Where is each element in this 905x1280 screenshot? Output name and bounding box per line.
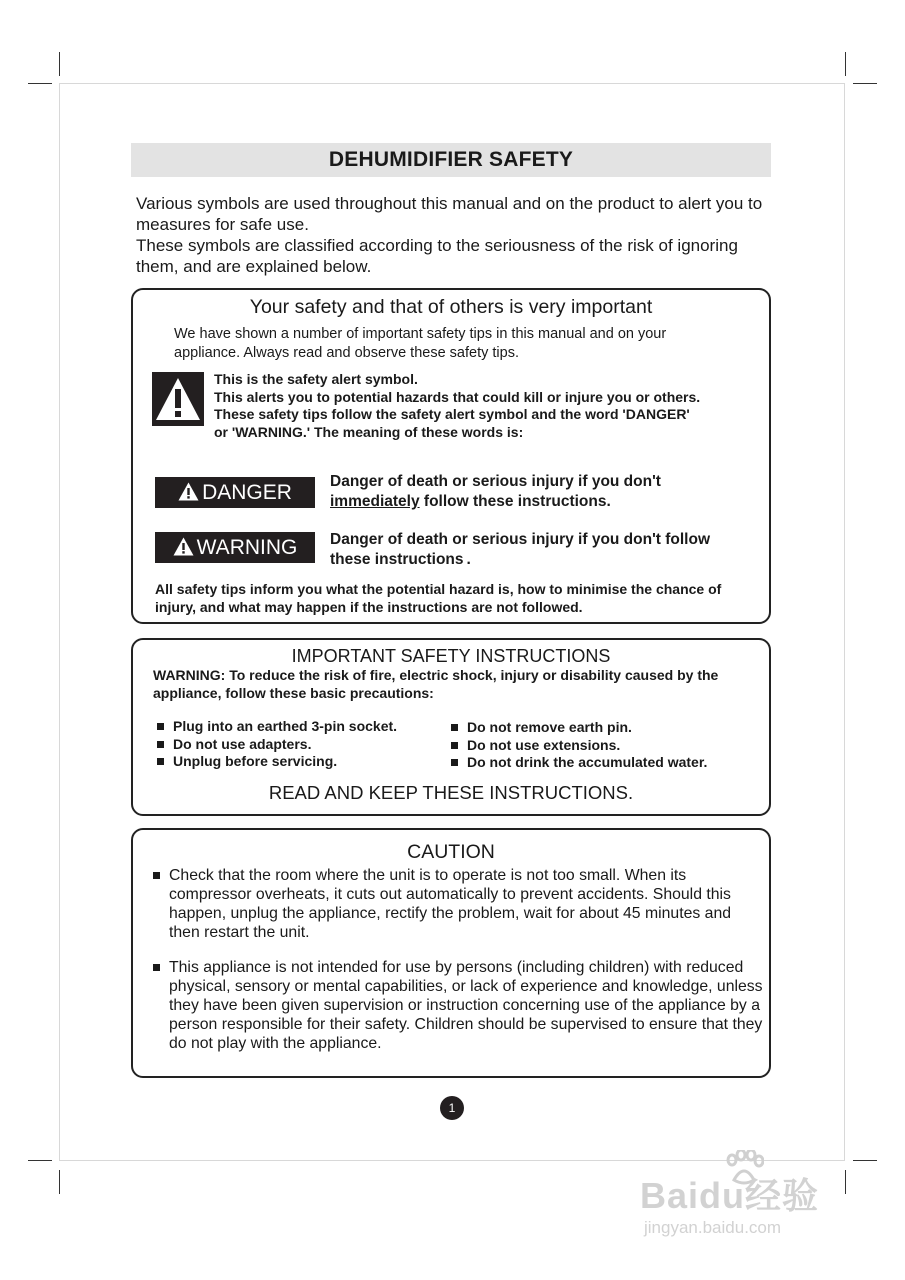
intro-paragraph: These symbols are classified according to the seriousness of the risk of ignoring them, and are explained below. bbox=[136, 236, 738, 276]
alert-line: This is the safety alert symbol. bbox=[214, 371, 418, 387]
list-item bbox=[155, 753, 397, 771]
crop-mark bbox=[28, 1160, 52, 1161]
danger-label bbox=[155, 477, 315, 508]
list-item-text: Do not remove earth pin. bbox=[467, 719, 632, 735]
bullet-square-icon bbox=[157, 723, 164, 730]
safety-alert-triangle-icon bbox=[152, 372, 204, 426]
list-item bbox=[449, 737, 707, 755]
list-item bbox=[449, 719, 707, 737]
safety-info-box bbox=[131, 288, 771, 624]
caution-heading: CAUTION bbox=[407, 841, 495, 863]
bullet-square-icon bbox=[153, 872, 160, 879]
list-item-text: Plug into an earthed 3-pin socket. bbox=[173, 718, 398, 734]
danger-line-rest: follow these instructions. bbox=[419, 493, 611, 510]
crop-mark bbox=[845, 52, 846, 76]
safety-box-footer: All safety tips inform you what the potential hazard is, how to minimise the chance of injury, and what may happen if the instructions are not followed. bbox=[155, 581, 722, 615]
danger-line bbox=[330, 492, 750, 512]
caution-item bbox=[153, 866, 753, 942]
bullet-square-icon bbox=[451, 742, 458, 749]
list-item-text: Do not use adapters. bbox=[173, 735, 312, 752]
page-number: 1 bbox=[440, 1096, 464, 1120]
alert-symbol-explanation bbox=[214, 371, 754, 441]
danger-line: Danger of death or serious injury if you don't bbox=[330, 473, 661, 490]
danger-label-text: DANGER bbox=[202, 481, 292, 504]
intro-paragraph: Various symbols are used throughout this manual and on the product to alert you to measures for safe use. bbox=[136, 194, 763, 234]
warning-label-text: WARNING bbox=[196, 536, 298, 559]
intro-text bbox=[136, 193, 776, 277]
list-item bbox=[449, 754, 707, 772]
list-item-text: Unplug before servicing. bbox=[173, 753, 338, 769]
list-item-text: Do not use extensions. bbox=[467, 736, 621, 753]
crop-mark bbox=[59, 1170, 60, 1194]
list-item bbox=[155, 718, 397, 736]
alert-line: or 'WARNING.' The meaning of these words is: bbox=[214, 423, 524, 440]
warning-label bbox=[155, 532, 315, 563]
warning-line: Danger of death or serious injury if you don't follow bbox=[330, 531, 711, 548]
safety-box-lead: We have shown a number of important safety tips in this manual and on your appliance. Always read and observe these safety tips. bbox=[174, 326, 667, 361]
crop-mark bbox=[28, 83, 52, 84]
page-title: DEHUMIDIFIER SAFETY bbox=[131, 143, 771, 177]
warning-description bbox=[330, 530, 750, 570]
crop-mark bbox=[853, 83, 877, 84]
watermark-url: jingyan.baidu.com bbox=[644, 1218, 782, 1237]
warning-triangle-icon bbox=[178, 482, 199, 501]
warning-line bbox=[330, 550, 750, 570]
watermark-brand: Baidu经验 bbox=[640, 1175, 820, 1216]
list-item bbox=[155, 736, 397, 754]
baidu-watermark bbox=[640, 1150, 860, 1250]
instructions-warning bbox=[153, 667, 768, 702]
bullet-square-icon bbox=[153, 964, 160, 971]
precautions-list-right bbox=[449, 719, 707, 772]
bullet-square-icon bbox=[157, 741, 164, 748]
crop-mark bbox=[59, 52, 60, 76]
underlined-word: immediately bbox=[330, 493, 420, 510]
list-item-text: Do not drink the accumulated water. bbox=[467, 754, 708, 770]
instructions-heading: IMPORTANT SAFETY INSTRUCTIONS bbox=[291, 646, 611, 666]
caution-box bbox=[131, 828, 771, 1078]
safety-box-heading: Your safety and that of others is very important bbox=[249, 296, 653, 318]
warning-text-line: WARNING: To reduce the risk of fire, electric shock, injury or disability caused by the bbox=[153, 667, 719, 683]
alert-line: These safety tips follow the safety alert symbol and the word 'DANGER' bbox=[214, 406, 690, 422]
danger-description bbox=[330, 472, 750, 512]
caution-item bbox=[153, 958, 763, 1053]
caution-item-text: Check that the room where the unit is to operate is not too small. When its compressor overheats, it cuts out automatically to prevent accidents. Should this happen, unplug the appliance, rectify the problem, wait for about 45 minutes and then restart the unit. bbox=[169, 867, 732, 941]
bullet-square-icon bbox=[157, 758, 164, 765]
bullet-square-icon bbox=[451, 724, 458, 731]
read-keep-instructions: READ AND KEEP THESE INSTRUCTIONS. bbox=[268, 782, 634, 803]
warning-line-end: . bbox=[466, 551, 471, 568]
warning-text-line: appliance, follow these basic precautions: bbox=[153, 684, 434, 701]
bullet-square-icon bbox=[451, 759, 458, 766]
precautions-list-left bbox=[155, 718, 397, 771]
caution-item-text: This appliance is not intended for use by persons (including children) with reduced physical, sensory or mental capabilities, or lack of experience and knowledge, unless they have been given supervision or instruction concerning use of the appliance by a person responsible for their safety. Children should be supervised to ensure that they do not play with the appliance. bbox=[169, 959, 763, 1052]
warning-triangle-icon bbox=[173, 537, 194, 556]
warning-line-text: these instructions bbox=[330, 551, 464, 568]
important-instructions-box bbox=[131, 638, 771, 816]
alert-line: This alerts you to potential hazards that could kill or injure you or others. bbox=[214, 388, 701, 405]
